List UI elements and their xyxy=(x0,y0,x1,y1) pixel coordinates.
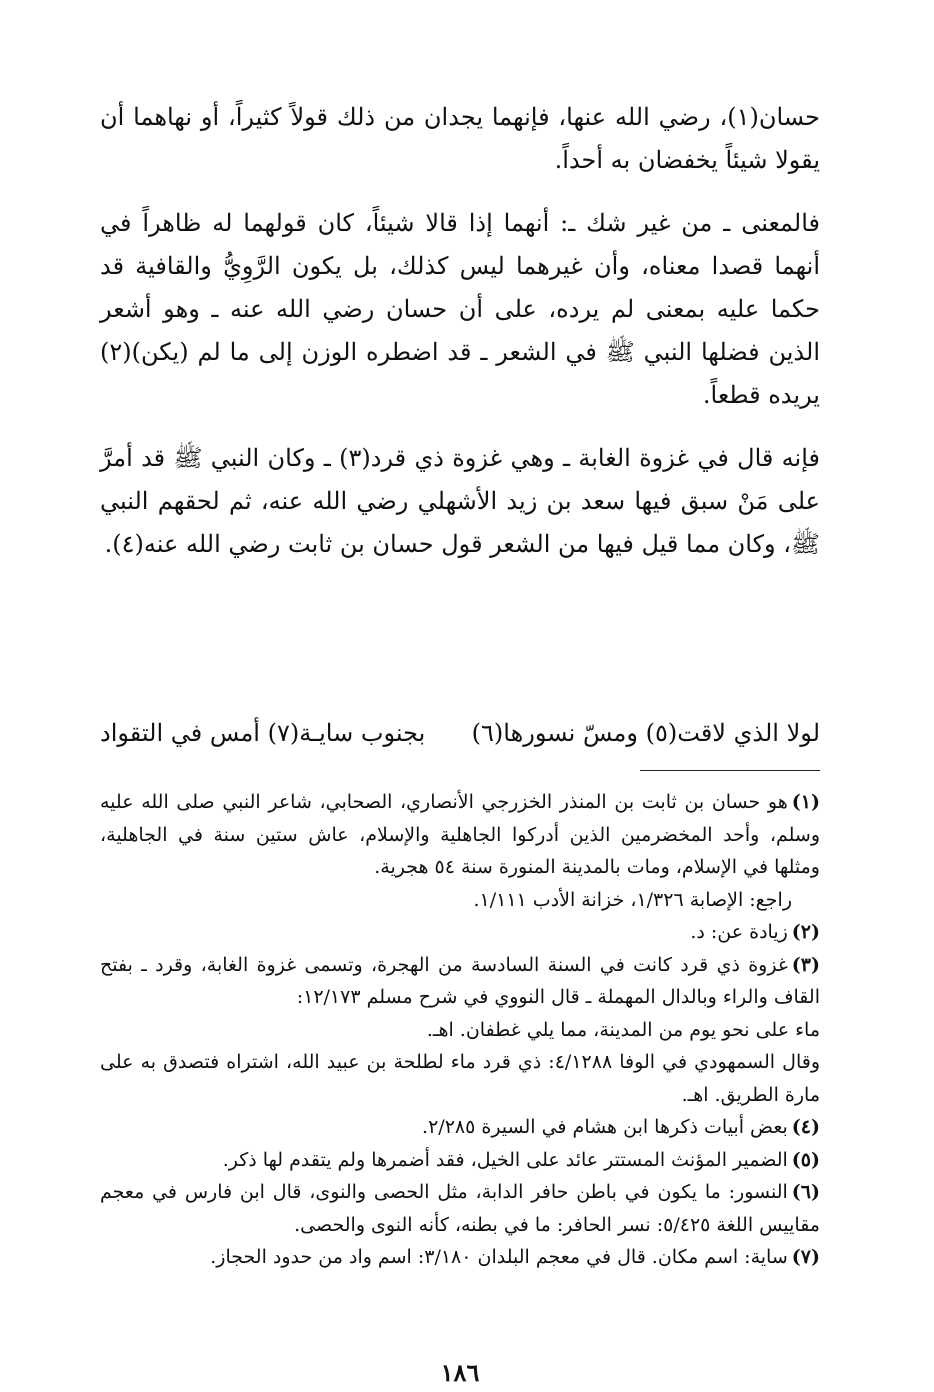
footnotes xyxy=(100,786,820,1274)
paragraph-3: فإنه قال في غزوة الغابة ـ وهي غزوة ذي قرد(٣) ـ وكان النبي ﷺ قد أمرَّ على مَنْ سبق فيها سعد بن زيد الأشهلي رضي الله عنه، ثم لحقهم النبي ﷺ، وكان مما قيل فيها من الشعر قول حسان بن ثابت رضي الله عنه(٤). xyxy=(100,444,821,558)
footnote-text: بعض أبيات ذكرها ابن هشام في السيرة ٢/٢٨٥. xyxy=(422,1116,788,1138)
footnote-number: (٦) xyxy=(791,1181,820,1203)
paragraph-2: فالمعنى ـ من غير شك ـ: أنهما إذا قالا شيئاً، كان قولهما له ظاهراً في أنهما قصدا معناه، وأن غيرهما ليس كذلك، بل يكون الرَّوِيُّ والقافية قد حكما عليه بمعنى لم يرده، على أن حسان رضي الله عنه ـ وهو أشعر الذين فضلها النبي ﷺ في الشعر ـ قد اضطره الوزن إلى ما لم (يكن)(٢) يريده قطعاً. xyxy=(100,209,820,409)
poetry-verse xyxy=(100,710,820,756)
footnote-number: (٥) xyxy=(791,1148,820,1171)
footnote-2 xyxy=(100,916,820,949)
verse-second-hemistich: بجنوب سايـة(٧) أمس في التقواد xyxy=(100,719,426,747)
page xyxy=(100,96,821,1387)
footnote-5 xyxy=(100,1144,820,1177)
footnote-text: النسور: ما يكون في باطن حافر الدابة، مثل الحصى والنوى، قال ابن فارس في معجم مقاييس اللغة ٥/٤٢٥: نسر الحافر: ما في بطنه، كأنه النوى والحصى. xyxy=(100,1181,820,1236)
footnote-text: هو حسان بن ثابت بن المنذر الخزرجي الأنصاري، الصحابي، شاعر النبي صلى الله عليه وسلم، وأحد المخضرمين الذين أدركوا الجاهلية والإسلام، عاش ستين سنة في الجاهلية، ومثلها في الإسلام، ومات بالمدينة المنورة سنة ٥٤ هجرية. xyxy=(100,791,820,878)
footnote-1 xyxy=(100,786,820,884)
footnote-text: الضمير المؤنث المستتر عائد على الخيل، فقد أضمرها ولم يتقدم لها ذكر. xyxy=(222,1148,788,1171)
footnote-number: (٤) xyxy=(791,1116,820,1138)
footnote-3-quote: ماء على نحو يوم من المدينة، مما يلي غطفان. اهـ. xyxy=(426,1018,820,1041)
footnote-4 xyxy=(100,1111,820,1144)
footnote-text: زيادة عن: د. xyxy=(690,921,788,943)
footnote-text: ساية: اسم مكان. قال في معجم البلدان ٣/١٨٠: اسم واد من حدود الحجاز. xyxy=(210,1246,788,1268)
footnote-1-reference: راجع: الإصابة ١/٣٢٦، خزانة الأدب ١/١١١. xyxy=(473,888,792,911)
footnote-text: غزوة ذي قرد كانت في السنة السادسة من الهجرة، وتسمى غزوة الغابة، وقرد ـ بفتح القاف والراء وبالدال المهملة ـ قال النووي في شرح مسلم ١٢/١٧٣: xyxy=(100,953,820,1008)
footnote-3-samhudi: وقال السمهودي في الوفا ٤/١٢٨٨: ذي قرد ماء لطلحة بن عبيد الله، اشتراه فتصدق به على مارة الطريق. اهـ. xyxy=(100,1051,821,1106)
footnote-6 xyxy=(100,1176,820,1241)
footnote-number: (٧) xyxy=(791,1246,820,1268)
footnote-7 xyxy=(100,1241,820,1274)
page-number: ١٨٦ xyxy=(440,1358,480,1387)
verse-first-hemistich: لولا الذي لاقت(٥) ومسّ نسورها(٦) xyxy=(471,719,820,747)
footnote-number: (١) xyxy=(791,791,820,813)
paragraph-1: حسان(١)، رضي الله عنها، فإنهما يجدان من ذلك قولاً كثيراً، أو نهاهما أن يقولا شيئاً يخفضان به أحداً. xyxy=(100,103,820,174)
footnote-divider xyxy=(640,770,820,771)
footnote-number: (٢) xyxy=(791,921,820,943)
footnote-3 xyxy=(100,949,820,1014)
footnote-number: (٣) xyxy=(791,953,820,976)
